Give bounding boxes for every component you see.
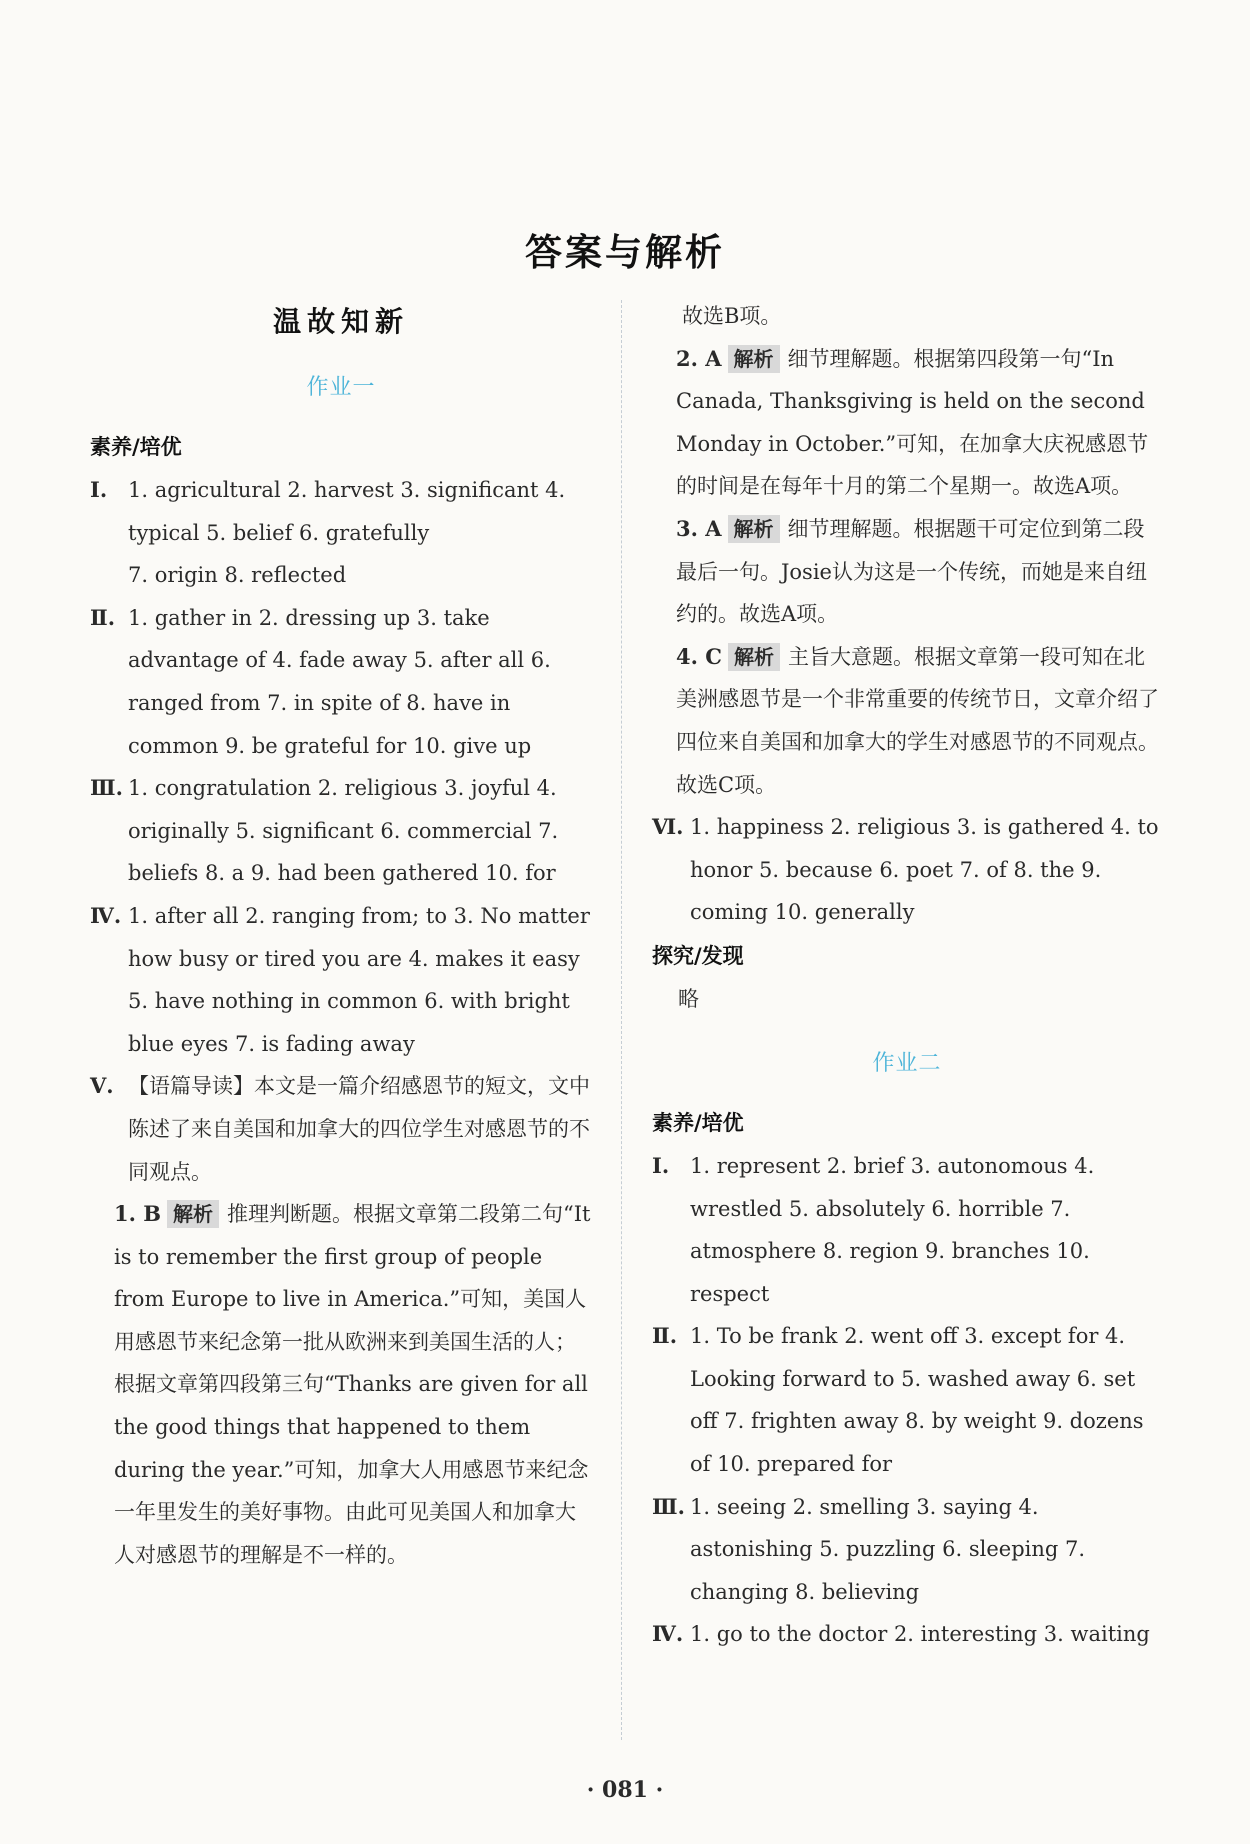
answer-block-IV	[90, 895, 592, 1065]
answer-block-III	[90, 767, 592, 895]
answer-block-II	[90, 597, 592, 767]
answer-block-b-IV	[652, 1613, 1162, 1656]
question-number: 3. A	[676, 515, 722, 541]
answer-block-VI	[652, 806, 1162, 934]
answer-block-b-III	[652, 1486, 1162, 1614]
explanation-4	[652, 636, 1162, 806]
answers-text: 1. To be frank 2. went off 3. except for 4. Looking forward to 5. washed away 6. set off 7. frighten away 8. by weight 9. dozens of 10. prepared for	[690, 1324, 1144, 1477]
roman-numeral: Ⅱ.	[652, 1323, 678, 1349]
answer-block-V	[90, 1065, 592, 1193]
roman-numeral: Ⅳ.	[652, 1621, 684, 1647]
answers-text: 1. agricultural 2. harvest 3. significant 4. typical 5. belief 6. gratefully	[128, 478, 566, 545]
answers-text: 1. seeing 2. smelling 3. saying 4. astonishing 5. puzzling 6. sleeping 7. changing 8. believing	[690, 1494, 1086, 1604]
left-column	[90, 300, 592, 1576]
question-number: 2. A	[676, 345, 722, 371]
explanation-text: 细节理解题。根据第四段第一句“In Canada, Thanksgiving is held on the second Monday in October.”可知，在加拿大庆祝感恩节的时间是在每年十月的第二个星期一。故选A项。	[676, 346, 1149, 499]
answers-text: 7. origin 8. reflected	[128, 563, 347, 588]
explanation-text: 细节理解题。根据题干可定位到第二段最后一句。Josie认为这是一个传统，而她是来自纽约的。故选A项。	[676, 516, 1147, 627]
answers-text: 1. represent 2. brief 3. autonomous 4. wrestled 5. absolutely 6. horrible 7. atmosphere 8. region 9. branches 10. respect	[690, 1153, 1095, 1306]
question-number: 1. B	[114, 1201, 161, 1227]
roman-numeral: Ⅴ.	[90, 1073, 114, 1099]
explanation-1	[90, 1193, 592, 1576]
page-title: 答案与解析	[525, 231, 725, 274]
analysis-tag: 解析	[728, 345, 780, 373]
assignment-title: 作业一	[306, 375, 376, 400]
answer-block-b-II	[652, 1315, 1162, 1485]
answers-text: 1. gather in 2. dressing up 3. take advantage of 4. fade away 5. after all 6. ranged from 7. in spite of 8. have in common 9. be grateful for 10. give up	[128, 605, 551, 758]
section-title: 温故知新	[272, 305, 409, 338]
answer-block-I	[90, 469, 592, 597]
assignment-title-2: 作业二	[872, 1050, 942, 1076]
analysis-tag: 解析	[167, 1200, 219, 1228]
answer-block-b-I	[652, 1145, 1162, 1315]
explanation-3	[652, 508, 1162, 636]
subheading-2: 素养/培优	[652, 1110, 744, 1135]
analysis-tag: 解析	[728, 515, 780, 543]
subheading-explore: 探究/发现	[652, 943, 744, 968]
explanation-2	[652, 338, 1162, 508]
roman-numeral: Ⅰ.	[90, 477, 108, 502]
page-number: · 081 ·	[586, 1777, 664, 1803]
explanation-text: 推理判断题。根据文章第二段第二句“It is to remember the first group of people from Europe to live in America.”可知，美国人用感恩节来纪念第一批从欧洲来到美国生活的人；根据文章第四段第三句“Thanks are given for all the good things that happened to them during the year.”可知，加拿大人用感恩节来纪念一年里发生的美好事物。由此可见美国人和加拿大人对感恩节的理解是不一样的。	[114, 1202, 591, 1567]
roman-numeral: Ⅲ.	[90, 775, 123, 801]
roman-numeral: Ⅲ.	[652, 1493, 685, 1519]
question-number: 4. C	[676, 643, 722, 669]
answers-text: 1. go to the doctor 2. interesting 3. waiting	[690, 1622, 1150, 1647]
explanation-1-continued: 故选B项。	[682, 304, 782, 328]
answers-text: 1. after all 2. ranging from; to 3. No matter how busy or tired you are 4. makes it easy 5. have nothing in common 6. with bright blue eyes 7. is fading away	[128, 903, 590, 1056]
roman-numeral: Ⅳ.	[90, 902, 122, 928]
subheading: 素养/培优	[90, 435, 182, 459]
right-column	[652, 295, 1162, 1656]
explore-text: 略	[678, 986, 699, 1011]
roman-numeral: Ⅱ.	[90, 604, 116, 630]
answers-text: 1. happiness 2. religious 3. is gathered 4. to honor 5. because 6. poet 7. of 8. the 9. coming 10. generally	[690, 815, 1159, 925]
roman-numeral: Ⅰ.	[652, 1152, 670, 1178]
answers-text: 1. congratulation 2. religious 3. joyful 4. originally 5. significant 6. commercial 7. beliefs 8. a 9. had been gathered 10. for	[128, 776, 559, 886]
column-divider	[621, 300, 622, 1740]
analysis-tag: 解析	[728, 643, 780, 671]
roman-numeral: Ⅵ.	[652, 814, 684, 840]
reading-intro: 【语篇导读】本文是一篇介绍感恩节的短文，文中陈述了来自美国和加拿大的四位学生对感恩节的不同观点。	[128, 1074, 590, 1184]
explanation-text: 主旨大意题。根据文章第一段可知在北美洲感恩节是一个非常重要的传统节日，文章介绍了四位来自美国和加拿大的学生对感恩节的不同观点。故选C项。	[676, 644, 1159, 797]
